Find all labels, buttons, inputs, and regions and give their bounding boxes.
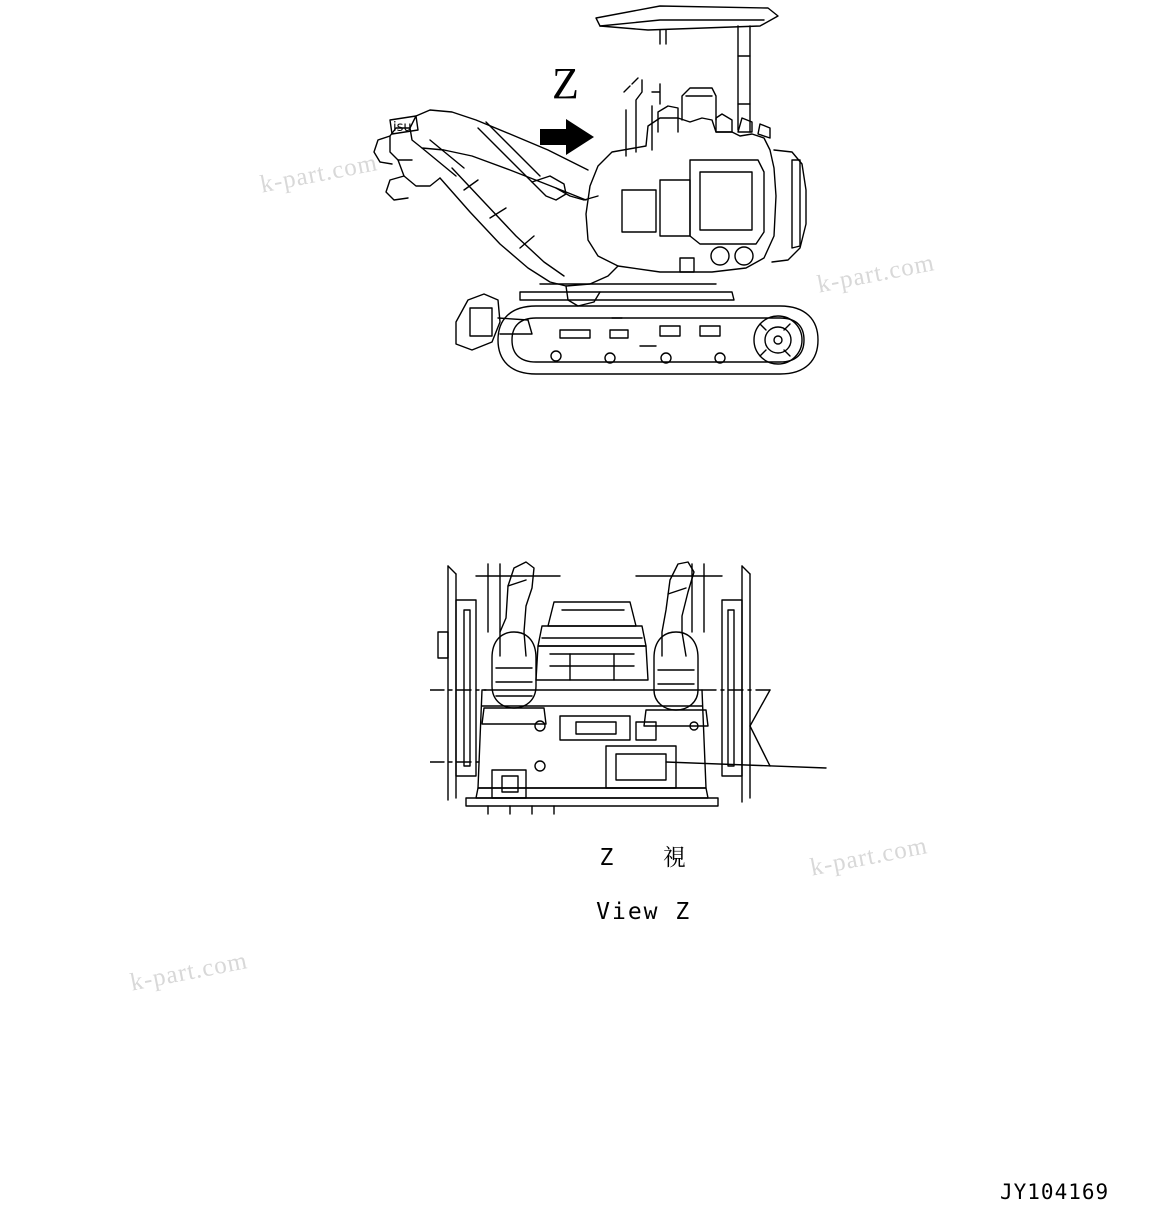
mini-excavator-side-view	[360, 0, 840, 400]
part-number: JY104169	[1000, 1180, 1110, 1204]
watermark: k-part.com	[128, 947, 250, 997]
watermark: k-part.com	[808, 832, 930, 882]
operator-station-view-z	[430, 540, 830, 820]
view-z-caption	[512, 818, 712, 954]
watermark: k-part.com	[258, 149, 380, 199]
view-z-caption-jp: Z 視	[599, 845, 688, 872]
svg-text:isu: isu	[393, 120, 412, 135]
watermark: k-part.com	[815, 249, 937, 299]
view-arrow-letter: Z	[552, 59, 579, 108]
view-direction-arrow	[540, 115, 600, 165]
view-z-caption-en: View Z	[596, 899, 692, 926]
